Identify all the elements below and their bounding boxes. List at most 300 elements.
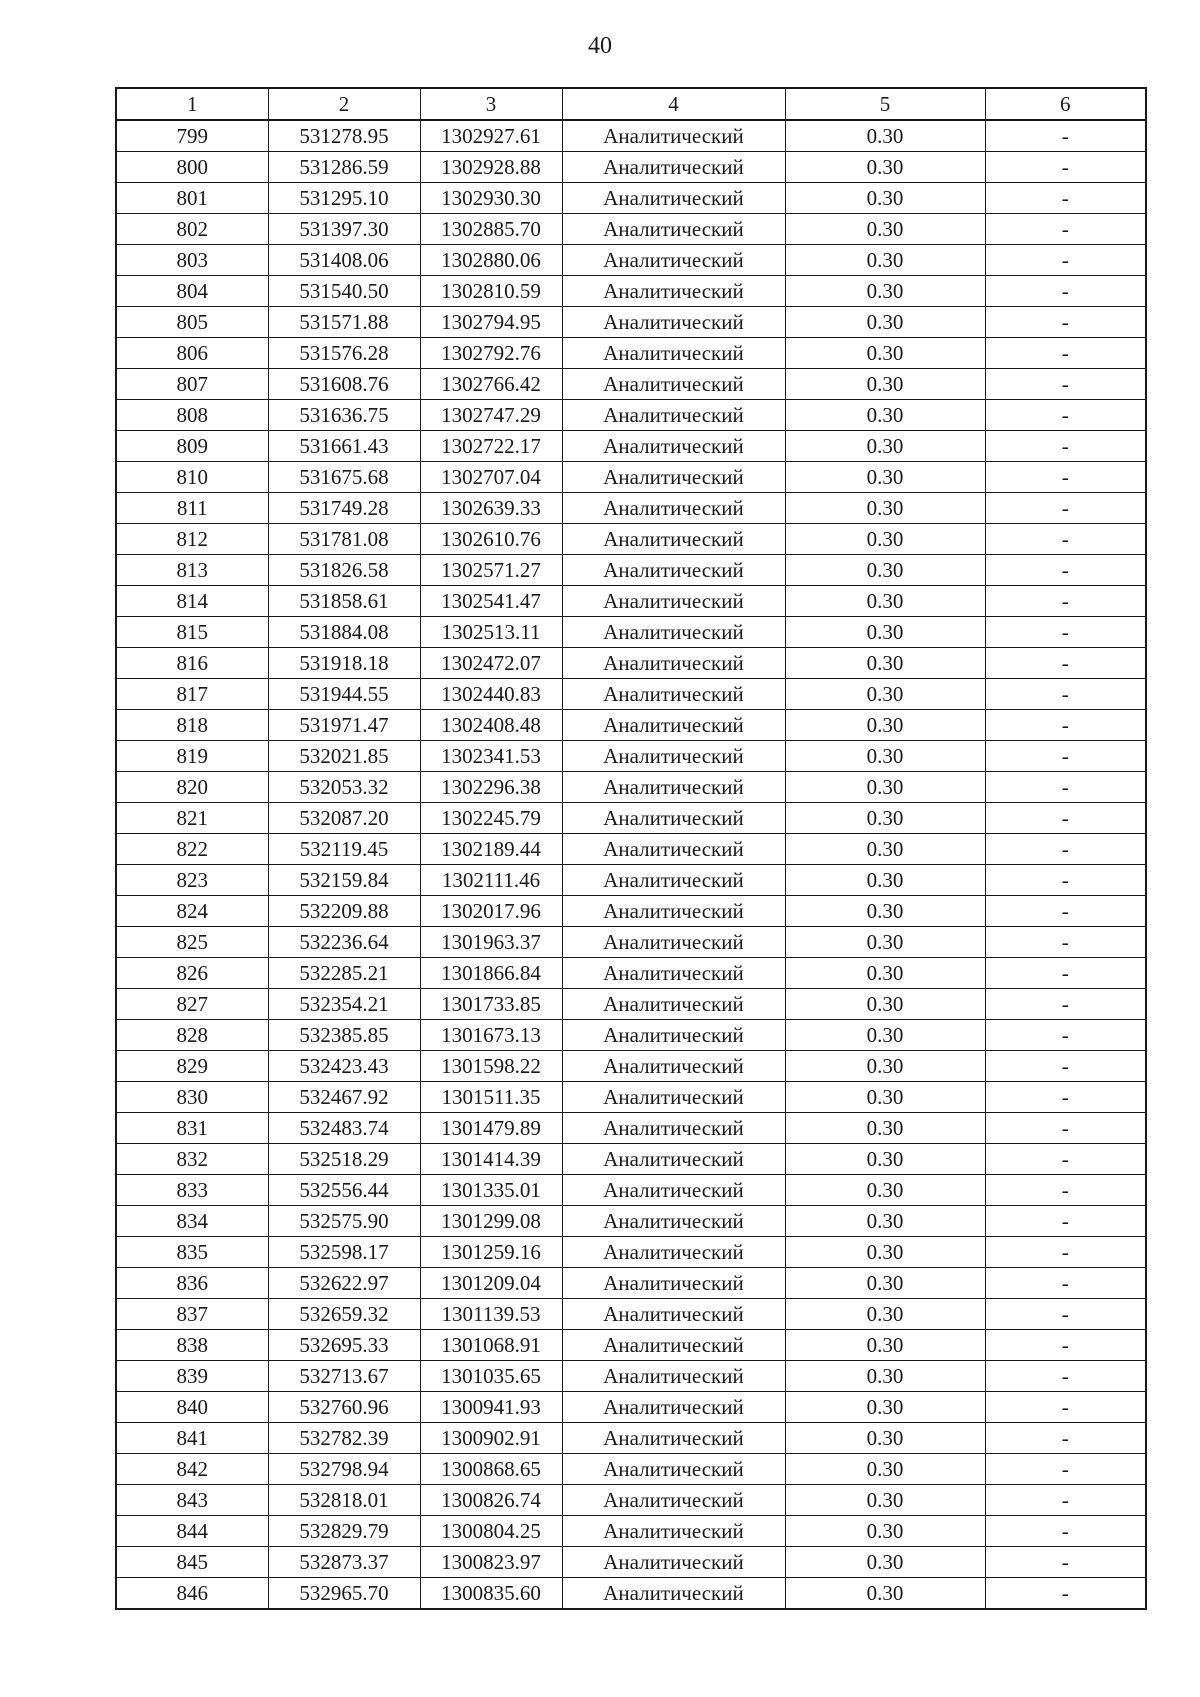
column-header-1: 1 [116,88,268,120]
point-number-cell: 838 [116,1330,268,1361]
accuracy-cell: 0.30 [785,1051,985,1082]
column-header-6: 6 [985,88,1146,120]
method-cell: Аналитический [562,1516,785,1547]
x-coordinate-cell: 531781.08 [268,524,420,555]
x-coordinate-cell: 531918.18 [268,648,420,679]
accuracy-cell: 0.30 [785,1020,985,1051]
y-coordinate-cell: 1302928.88 [420,152,562,183]
accuracy-cell: 0.30 [785,1330,985,1361]
table-row [116,927,1146,958]
accuracy-cell: 0.30 [785,989,985,1020]
x-coordinate-cell: 532622.97 [268,1268,420,1299]
table-row [116,276,1146,307]
point-number-cell: 816 [116,648,268,679]
table-row [116,1485,1146,1516]
table-row [116,1392,1146,1423]
note-cell: - [985,524,1146,555]
x-coordinate-cell: 532467.92 [268,1082,420,1113]
accuracy-cell: 0.30 [785,1206,985,1237]
y-coordinate-cell: 1302930.30 [420,183,562,214]
point-number-cell: 830 [116,1082,268,1113]
y-coordinate-cell: 1302639.33 [420,493,562,524]
x-coordinate-cell: 532285.21 [268,958,420,989]
accuracy-cell: 0.30 [785,214,985,245]
note-cell: - [985,1330,1146,1361]
method-cell: Аналитический [562,927,785,958]
point-number-cell: 808 [116,400,268,431]
method-cell: Аналитический [562,400,785,431]
note-cell: - [985,1113,1146,1144]
y-coordinate-cell: 1302610.76 [420,524,562,555]
point-number-cell: 806 [116,338,268,369]
y-coordinate-cell: 1302111.46 [420,865,562,896]
x-coordinate-cell: 531278.95 [268,120,420,152]
accuracy-cell: 0.30 [785,555,985,586]
accuracy-cell: 0.30 [785,183,985,214]
table-row [116,152,1146,183]
table-row [116,586,1146,617]
accuracy-cell: 0.30 [785,245,985,276]
note-cell: - [985,803,1146,834]
table-row [116,400,1146,431]
y-coordinate-cell: 1301414.39 [420,1144,562,1175]
point-number-cell: 833 [116,1175,268,1206]
note-cell: - [985,1268,1146,1299]
point-number-cell: 843 [116,1485,268,1516]
y-coordinate-cell: 1302927.61 [420,120,562,152]
x-coordinate-cell: 532354.21 [268,989,420,1020]
method-cell: Аналитический [562,152,785,183]
accuracy-cell: 0.30 [785,1237,985,1268]
accuracy-cell: 0.30 [785,1547,985,1578]
method-cell: Аналитический [562,1082,785,1113]
x-coordinate-cell: 532021.85 [268,741,420,772]
method-cell: Аналитический [562,1299,785,1330]
note-cell: - [985,927,1146,958]
table-row [116,1268,1146,1299]
table-row [116,648,1146,679]
method-cell: Аналитический [562,369,785,400]
point-number-cell: 839 [116,1361,268,1392]
point-number-cell: 801 [116,183,268,214]
accuracy-cell: 0.30 [785,710,985,741]
x-coordinate-cell: 531408.06 [268,245,420,276]
y-coordinate-cell: 1302189.44 [420,834,562,865]
y-coordinate-cell: 1302245.79 [420,803,562,834]
x-coordinate-cell: 531884.08 [268,617,420,648]
y-coordinate-cell: 1302341.53 [420,741,562,772]
table-row [116,772,1146,803]
x-coordinate-cell: 532659.32 [268,1299,420,1330]
note-cell: - [985,896,1146,927]
accuracy-cell: 0.30 [785,617,985,648]
table-row [116,307,1146,338]
point-number-cell: 834 [116,1206,268,1237]
note-cell: - [985,214,1146,245]
table-row [116,1113,1146,1144]
accuracy-cell: 0.30 [785,896,985,927]
y-coordinate-cell: 1301673.13 [420,1020,562,1051]
y-coordinate-cell: 1302408.48 [420,710,562,741]
point-number-cell: 812 [116,524,268,555]
y-coordinate-cell: 1302880.06 [420,245,562,276]
point-number-cell: 803 [116,245,268,276]
note-cell: - [985,1423,1146,1454]
accuracy-cell: 0.30 [785,1082,985,1113]
y-coordinate-cell: 1302766.42 [420,369,562,400]
method-cell: Аналитический [562,276,785,307]
x-coordinate-cell: 531295.10 [268,183,420,214]
table-row [116,1144,1146,1175]
method-cell: Аналитический [562,214,785,245]
note-cell: - [985,555,1146,586]
x-coordinate-cell: 531397.30 [268,214,420,245]
accuracy-cell: 0.30 [785,307,985,338]
point-number-cell: 844 [116,1516,268,1547]
x-coordinate-cell: 531576.28 [268,338,420,369]
table-row [116,431,1146,462]
point-number-cell: 822 [116,834,268,865]
point-number-cell: 841 [116,1423,268,1454]
note-cell: - [985,462,1146,493]
method-cell: Аналитический [562,710,785,741]
x-coordinate-cell: 532829.79 [268,1516,420,1547]
x-coordinate-cell: 532518.29 [268,1144,420,1175]
method-cell: Аналитический [562,555,785,586]
y-coordinate-cell: 1301209.04 [420,1268,562,1299]
point-number-cell: 823 [116,865,268,896]
point-number-cell: 817 [116,679,268,710]
method-cell: Аналитический [562,1454,785,1485]
table-row [116,462,1146,493]
x-coordinate-cell: 532782.39 [268,1423,420,1454]
table-row [116,214,1146,245]
note-cell: - [985,958,1146,989]
y-coordinate-cell: 1302017.96 [420,896,562,927]
method-cell: Аналитический [562,307,785,338]
accuracy-cell: 0.30 [785,120,985,152]
table-row [116,710,1146,741]
point-number-cell: 832 [116,1144,268,1175]
note-cell: - [985,710,1146,741]
accuracy-cell: 0.30 [785,1516,985,1547]
x-coordinate-cell: 531944.55 [268,679,420,710]
note-cell: - [985,1361,1146,1392]
table-row [116,338,1146,369]
x-coordinate-cell: 532053.32 [268,772,420,803]
y-coordinate-cell: 1302513.11 [420,617,562,648]
method-cell: Аналитический [562,1237,785,1268]
note-cell: - [985,1175,1146,1206]
note-cell: - [985,772,1146,803]
table-row [116,1516,1146,1547]
x-coordinate-cell: 531858.61 [268,586,420,617]
accuracy-cell: 0.30 [785,524,985,555]
x-coordinate-cell: 532119.45 [268,834,420,865]
table-row [116,493,1146,524]
point-number-cell: 804 [116,276,268,307]
method-cell: Аналитический [562,1578,785,1610]
accuracy-cell: 0.30 [785,1113,985,1144]
point-number-cell: 825 [116,927,268,958]
accuracy-cell: 0.30 [785,834,985,865]
y-coordinate-cell: 1301733.85 [420,989,562,1020]
point-number-cell: 818 [116,710,268,741]
note-cell: - [985,152,1146,183]
note-cell: - [985,989,1146,1020]
y-coordinate-cell: 1301035.65 [420,1361,562,1392]
accuracy-cell: 0.30 [785,338,985,369]
y-coordinate-cell: 1302296.38 [420,772,562,803]
method-cell: Аналитический [562,1268,785,1299]
method-cell: Аналитический [562,1206,785,1237]
table-row [116,803,1146,834]
x-coordinate-cell: 532818.01 [268,1485,420,1516]
note-cell: - [985,1082,1146,1113]
point-number-cell: 809 [116,431,268,462]
method-cell: Аналитический [562,338,785,369]
y-coordinate-cell: 1301598.22 [420,1051,562,1082]
method-cell: Аналитический [562,803,785,834]
method-cell: Аналитический [562,648,785,679]
x-coordinate-cell: 531636.75 [268,400,420,431]
method-cell: Аналитический [562,1020,785,1051]
table-row [116,183,1146,214]
accuracy-cell: 0.30 [785,152,985,183]
accuracy-cell: 0.30 [785,276,985,307]
method-cell: Аналитический [562,462,785,493]
accuracy-cell: 0.30 [785,679,985,710]
note-cell: - [985,1144,1146,1175]
method-cell: Аналитический [562,586,785,617]
method-cell: Аналитический [562,989,785,1020]
accuracy-cell: 0.30 [785,1578,985,1610]
point-number-cell: 819 [116,741,268,772]
note-cell: - [985,400,1146,431]
note-cell: - [985,307,1146,338]
y-coordinate-cell: 1300835.60 [420,1578,562,1610]
y-coordinate-cell: 1300823.97 [420,1547,562,1578]
coordinates-table [115,87,1147,1610]
point-number-cell: 842 [116,1454,268,1485]
point-number-cell: 840 [116,1392,268,1423]
table-row [116,1361,1146,1392]
column-header-2: 2 [268,88,420,120]
x-coordinate-cell: 532695.33 [268,1330,420,1361]
y-coordinate-cell: 1301963.37 [420,927,562,958]
method-cell: Аналитический [562,493,785,524]
accuracy-cell: 0.30 [785,1175,985,1206]
note-cell: - [985,1485,1146,1516]
accuracy-cell: 0.30 [785,1392,985,1423]
table-row [116,617,1146,648]
note-cell: - [985,865,1146,896]
point-number-cell: 828 [116,1020,268,1051]
method-cell: Аналитический [562,1547,785,1578]
method-cell: Аналитический [562,431,785,462]
table-row [116,1547,1146,1578]
method-cell: Аналитический [562,1330,785,1361]
point-number-cell: 802 [116,214,268,245]
method-cell: Аналитический [562,183,785,214]
note-cell: - [985,1237,1146,1268]
y-coordinate-cell: 1301866.84 [420,958,562,989]
x-coordinate-cell: 532713.67 [268,1361,420,1392]
note-cell: - [985,183,1146,214]
accuracy-cell: 0.30 [785,431,985,462]
accuracy-cell: 0.30 [785,1454,985,1485]
note-cell: - [985,648,1146,679]
table-row [116,1330,1146,1361]
note-cell: - [985,1206,1146,1237]
point-number-cell: 815 [116,617,268,648]
point-number-cell: 811 [116,493,268,524]
note-cell: - [985,276,1146,307]
point-number-cell: 826 [116,958,268,989]
accuracy-cell: 0.30 [785,462,985,493]
note-cell: - [985,1020,1146,1051]
y-coordinate-cell: 1302472.07 [420,648,562,679]
table-row [116,1206,1146,1237]
point-number-cell: 845 [116,1547,268,1578]
accuracy-cell: 0.30 [785,1299,985,1330]
table-row [116,1020,1146,1051]
point-number-cell: 820 [116,772,268,803]
point-number-cell: 837 [116,1299,268,1330]
y-coordinate-cell: 1300902.91 [420,1423,562,1454]
table-row [116,369,1146,400]
accuracy-cell: 0.30 [785,369,985,400]
column-header-3: 3 [420,88,562,120]
x-coordinate-cell: 531571.88 [268,307,420,338]
point-number-cell: 810 [116,462,268,493]
column-header-4: 4 [562,88,785,120]
note-cell: - [985,493,1146,524]
method-cell: Аналитический [562,617,785,648]
point-number-cell: 799 [116,120,268,152]
accuracy-cell: 0.30 [785,648,985,679]
accuracy-cell: 0.30 [785,1268,985,1299]
method-cell: Аналитический [562,1051,785,1082]
note-cell: - [985,1547,1146,1578]
method-cell: Аналитический [562,1485,785,1516]
x-coordinate-cell: 532385.85 [268,1020,420,1051]
x-coordinate-cell: 531826.58 [268,555,420,586]
x-coordinate-cell: 532087.20 [268,803,420,834]
method-cell: Аналитический [562,1423,785,1454]
table-row [116,1454,1146,1485]
accuracy-cell: 0.30 [785,865,985,896]
table-body [116,120,1146,1609]
note-cell: - [985,1299,1146,1330]
y-coordinate-cell: 1301479.89 [420,1113,562,1144]
method-cell: Аналитический [562,120,785,152]
note-cell: - [985,617,1146,648]
point-number-cell: 807 [116,369,268,400]
table-row [116,245,1146,276]
y-coordinate-cell: 1302571.27 [420,555,562,586]
method-cell: Аналитический [562,1175,785,1206]
column-header-5: 5 [785,88,985,120]
accuracy-cell: 0.30 [785,1144,985,1175]
point-number-cell: 824 [116,896,268,927]
y-coordinate-cell: 1301259.16 [420,1237,562,1268]
method-cell: Аналитический [562,772,785,803]
table-row [116,989,1146,1020]
x-coordinate-cell: 531286.59 [268,152,420,183]
x-coordinate-cell: 531749.28 [268,493,420,524]
accuracy-cell: 0.30 [785,400,985,431]
y-coordinate-cell: 1302541.47 [420,586,562,617]
note-cell: - [985,679,1146,710]
table-row [116,524,1146,555]
accuracy-cell: 0.30 [785,803,985,834]
note-cell: - [985,741,1146,772]
x-coordinate-cell: 532760.96 [268,1392,420,1423]
point-number-cell: 805 [116,307,268,338]
accuracy-cell: 0.30 [785,958,985,989]
x-coordinate-cell: 532556.44 [268,1175,420,1206]
y-coordinate-cell: 1301335.01 [420,1175,562,1206]
y-coordinate-cell: 1302885.70 [420,214,562,245]
note-cell: - [985,120,1146,152]
x-coordinate-cell: 531971.47 [268,710,420,741]
y-coordinate-cell: 1302722.17 [420,431,562,462]
table-row [116,834,1146,865]
page-number: 40 [588,33,612,59]
table-row [116,1578,1146,1610]
accuracy-cell: 0.30 [785,1485,985,1516]
method-cell: Аналитический [562,865,785,896]
point-number-cell: 829 [116,1051,268,1082]
method-cell: Аналитический [562,245,785,276]
y-coordinate-cell: 1301139.53 [420,1299,562,1330]
point-number-cell: 836 [116,1268,268,1299]
method-cell: Аналитический [562,524,785,555]
x-coordinate-cell: 532483.74 [268,1113,420,1144]
note-cell: - [985,338,1146,369]
note-cell: - [985,1516,1146,1547]
table-row [116,1051,1146,1082]
x-coordinate-cell: 532159.84 [268,865,420,896]
point-number-cell: 821 [116,803,268,834]
point-number-cell: 846 [116,1578,268,1610]
point-number-cell: 814 [116,586,268,617]
note-cell: - [985,1578,1146,1610]
y-coordinate-cell: 1300868.65 [420,1454,562,1485]
method-cell: Аналитический [562,834,785,865]
accuracy-cell: 0.30 [785,586,985,617]
y-coordinate-cell: 1302440.83 [420,679,562,710]
point-number-cell: 827 [116,989,268,1020]
y-coordinate-cell: 1301511.35 [420,1082,562,1113]
table-row [116,1237,1146,1268]
table-row [116,1423,1146,1454]
y-coordinate-cell: 1300826.74 [420,1485,562,1516]
accuracy-cell: 0.30 [785,927,985,958]
x-coordinate-cell: 532598.17 [268,1237,420,1268]
table-row [116,1175,1146,1206]
method-cell: Аналитический [562,1144,785,1175]
table-row [116,865,1146,896]
method-cell: Аналитический [562,679,785,710]
y-coordinate-cell: 1301068.91 [420,1330,562,1361]
table-row [116,1299,1146,1330]
x-coordinate-cell: 532209.88 [268,896,420,927]
point-number-cell: 800 [116,152,268,183]
table-row [116,741,1146,772]
table-row [116,679,1146,710]
